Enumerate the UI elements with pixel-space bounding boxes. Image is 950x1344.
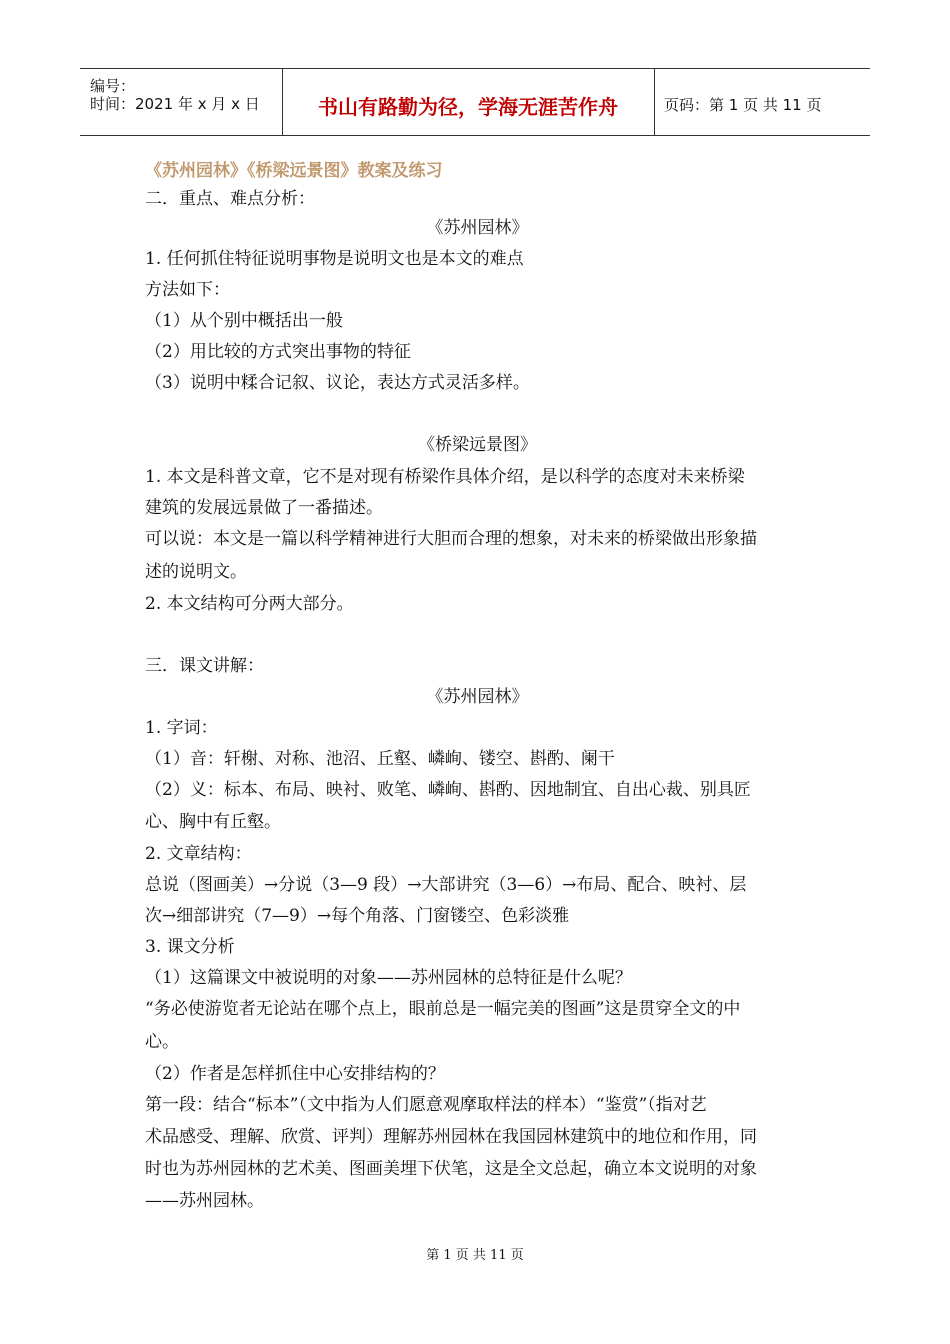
paragraph-line: （2）义：标本、布局、映衬、败笔、嶙峋、斟酌、因地制宜、自出心裁、别具匠 [145,780,751,800]
paragraph-line: 次→细部讲究（7—9）→每个角落、门窗镂空、色彩淡雅 [145,906,570,926]
paragraph-line: 建筑的发展远景做了一番描述。 [145,498,383,518]
header-page-number: 页码：第 1 页 共 11 页 [664,96,822,114]
paragraph-line: 1. 本文是科普文章，它不是对现有桥梁作具体介绍，是以科学的态度对未来桥梁 [145,467,745,487]
subtitle-suzhou-gardens: 《苏州园林》 [426,687,529,707]
header-page-cell [654,69,870,135]
paragraph-line: 述的说明文。 [145,562,247,582]
paragraph-line: （1）这篇课文中被说明的对象——苏州园林的总特征是什么呢？ [145,968,632,988]
paragraph-line: （2）作者是怎样抓住中心安排结构的？ [145,1064,445,1084]
document-date-label: 时间：2021 年 x 月 x 日 [90,95,260,113]
paragraph-line: 术品感受、理解、欣赏、评判）理解苏州园林在我国园林建筑中的地位和作用，同 [145,1127,757,1147]
paragraph-line: 1. 字词： [145,718,218,738]
section-heading-key-points: 二．重点、难点分析： [145,189,315,209]
paragraph-line: 可以说：本文是一篇以科学精神进行大胆而合理的想象，对未来的桥梁做出形象描 [145,529,757,549]
paragraph-line: 方法如下： [145,280,230,300]
paragraph-line: 3. 课文分析 [145,937,235,957]
paragraph-line: 第一段：结合“标本”（文中指为人们愿意观摩取样法的样本）“鉴赏”（指对艺 [145,1095,707,1115]
paragraph-line: （3）说明中糅合记叙、议论，表达方式灵活多样。 [145,373,530,393]
paragraph-line: ——苏州园林。 [145,1191,264,1211]
paragraph-line: 2. 本文结构可分两大部分。 [145,594,354,614]
paragraph-line: 心、胸中有丘壑。 [145,812,281,832]
subtitle-bridge-vision: 《桥梁远景图》 [418,435,537,455]
header-motto: 书山有路勤为径，学海无涯苦作舟 [318,95,618,119]
document-number-label: 编号： [90,77,136,95]
section-heading-lecture: 三．课文讲解： [145,656,264,676]
paragraph-line: 总说（图画美）→分说（3—9 段）→大部讲究（3—6）→布局、配合、映衬、层 [145,875,747,895]
paragraph-line: （2）用比较的方式突出事物的特征 [145,342,411,362]
page-header [80,68,870,136]
page-footer: 第 1 页 共 11 页 [426,1248,524,1263]
paragraph-line: 心。 [145,1032,179,1052]
paragraph-line: 2. 文章结构： [145,844,252,864]
header-meta-cell [80,69,283,135]
subtitle-suzhou-gardens: 《苏州园林》 [426,218,529,238]
paragraph-line: （1）音：轩榭、对称、池沼、丘壑、嶙峋、镂空、斟酌、阑干 [145,749,615,769]
paragraph-line: 1. 任何抓住特征说明事物是说明文也是本文的难点 [145,249,524,269]
paragraph-line: 时也为苏州园林的艺术美、图画美埋下伏笔，这是全文总起，确立本文说明的对象 [145,1159,757,1179]
paragraph-line: （1）从个别中概括出一般 [145,311,343,331]
document-title: 《苏州园林》《桥梁远景图》教案及练习 [145,161,443,181]
paragraph-line: “务必使游览者无论站在哪个点上，眼前总是一幅完美的图画”这是贯穿全文的中 [145,999,741,1019]
header-motto-cell [282,69,655,135]
